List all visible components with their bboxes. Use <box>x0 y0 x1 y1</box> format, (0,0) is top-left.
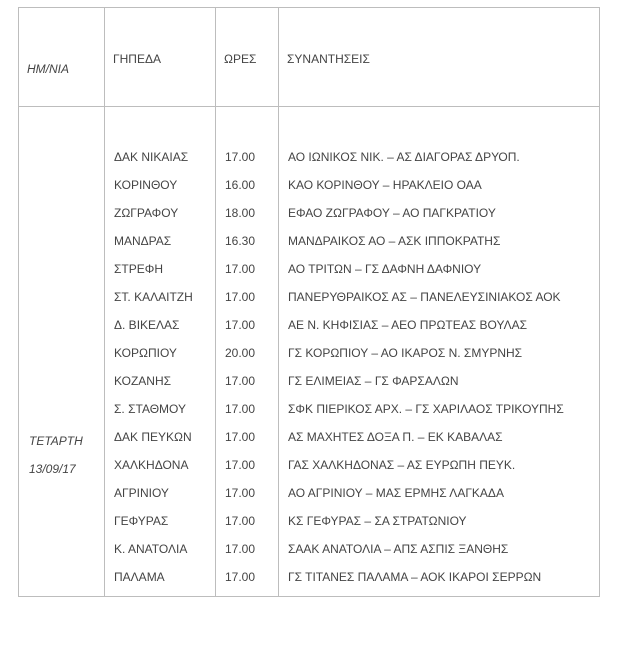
time-cell: 17.00 <box>225 458 256 472</box>
time-cell: 17.00 <box>225 262 256 276</box>
time-cell: 17.00 <box>225 150 256 164</box>
date-cell <box>19 107 105 597</box>
venue-cell: ΜΑΝΔΡΑΣ <box>114 234 172 248</box>
venue-column <box>105 107 216 597</box>
header-match <box>279 8 600 107</box>
time-cell: 17.00 <box>225 290 256 304</box>
time-column <box>216 107 279 597</box>
venue-cell: ΠΑΛΑΜΑ <box>114 570 165 584</box>
time-cell: 18.00 <box>225 206 256 220</box>
match-cell: ΜΑΝΔΡΑΙΚΟΣ ΑΟ – ΑΣΚ ΙΠΠΟΚΡΑΤΗΣ <box>288 234 501 248</box>
time-cell: 16.00 <box>225 178 256 192</box>
header-time-label: ΩΡΕΣ <box>224 52 257 66</box>
match-cell: ΓΑΣ ΧΑΛΚΗΔΟΝΑΣ – ΑΣ ΕΥΡΩΠΗ ΠΕΥΚ. <box>288 458 516 472</box>
match-column <box>279 107 600 597</box>
venue-cell: ΚΟΖΑΝΗΣ <box>114 374 172 388</box>
time-cell: 17.00 <box>225 486 256 500</box>
header-row <box>19 8 600 107</box>
header-time <box>216 8 279 107</box>
time-cell: 17.00 <box>225 542 256 556</box>
match-cell: ΑΟ ΙΩΝΙΚΟΣ ΝΙΚ. – ΑΣ ΔΙΑΓΟΡΑΣ ΔΡΥΟΠ. <box>288 150 520 164</box>
match-cell: ΚΑΟ ΚΟΡΙΝΘΟΥ – ΗΡΑΚΛΕΙΟ ΟΑΑ <box>288 178 482 192</box>
time-cell: 17.00 <box>225 430 256 444</box>
schedule-table <box>18 7 600 597</box>
day-label: ΤΕΤΑΡΤΗ <box>29 434 83 448</box>
venue-cell: ΣΤ. ΚΑΛΑΙΤΖΗ <box>114 290 193 304</box>
venue-cell: ΔΑΚ ΝΙΚΑΙΑΣ <box>114 150 189 164</box>
venue-cell: ΑΓΡΙΝΙΟΥ <box>114 486 169 500</box>
match-cell: ΣΦΚ ΠΙΕΡΙΚΟΣ ΑΡΧ. – ΓΣ ΧΑΡΙΛΑΟΣ ΤΡΙΚΟΥΠΗΣ <box>288 402 564 416</box>
time-cell: 17.00 <box>225 402 256 416</box>
venue-cell: Κ. ΑΝΑΤΟΛΙΑ <box>114 542 188 556</box>
header-date <box>19 8 105 107</box>
match-cell: ΓΣ ΚΟΡΩΠΙΟΥ – ΑΟ ΙΚΑΡΟΣ Ν. ΣΜΥΡΝΗΣ <box>288 346 523 360</box>
match-cell: ΑΕ Ν. ΚΗΦΙΣΙΑΣ – ΑΕΟ ΠΡΩΤΕΑΣ ΒΟΥΛΑΣ <box>288 318 528 332</box>
match-cell: ΕΦΑΟ ΖΩΓΡΑΦΟΥ – ΑΟ ΠΑΓΚΡΑΤΙΟΥ <box>288 206 496 220</box>
venue-cell: Σ. ΣΤΑΘΜΟΥ <box>114 402 186 416</box>
header-venue <box>105 8 216 107</box>
header-date-label: ΗΜ/ΝΙΑ <box>27 62 69 76</box>
match-cell: ΚΣ ΓΕΦΥΡΑΣ – ΣΑ ΣΤΡΑΤΩΝΙΟΥ <box>288 514 467 528</box>
header-venue-label: ΓΗΠΕΔΑ <box>113 52 161 66</box>
venue-cell: ΣΤΡΕΦΗ <box>114 262 163 276</box>
header-match-label: ΣΥΝΑΝΤΗΣΕΙΣ <box>287 52 370 66</box>
match-cell: ΠΑΝΕΡΥΘΡΑΙΚΟΣ ΑΣ – ΠΑΝΕΛΕΥΣΙΝΙΑΚΟΣ ΑΟΚ <box>288 290 561 304</box>
match-cell: ΑΟ ΑΓΡΙΝΙΟΥ – ΜΑΣ ΕΡΜΗΣ ΛΑΓΚΑΔΑ <box>288 486 504 500</box>
date-label: 13/09/17 <box>29 462 76 476</box>
time-cell: 17.00 <box>225 318 256 332</box>
venue-cell: ΔΑΚ ΠΕΥΚΩΝ <box>114 430 192 444</box>
match-cell: ΑΣ ΜΑΧΗΤΕΣ ΔΟΞΑ Π. – ΕΚ ΚΑΒΑΛΑΣ <box>288 430 503 444</box>
match-cell: ΓΣ ΤΙΤΑΝΕΣ ΠΑΛΑΜΑ – ΑΟΚ ΙΚΑΡΟΙ ΣΕΡΡΩΝ <box>288 570 542 584</box>
match-cell: ΑΟ ΤΡΙΤΩΝ – ΓΣ ΔΑΦΝΗ ΔΑΦΝΙΟΥ <box>288 262 482 276</box>
venue-cell: ΚΟΡΩΠΙΟΥ <box>114 346 177 360</box>
venue-cell: ΓΕΦΥΡΑΣ <box>114 514 169 528</box>
match-cell: ΣΑΑΚ ΑΝΑΤΟΛΙΑ – ΑΠΣ ΑΣΠΙΣ ΞΑΝΘΗΣ <box>288 542 509 556</box>
time-cell: 20.00 <box>225 346 256 360</box>
venue-cell: ΖΩΓΡΑΦΟΥ <box>114 206 179 220</box>
venue-cell: Δ. ΒΙΚΕΛΑΣ <box>114 318 180 332</box>
time-cell: 17.00 <box>225 514 256 528</box>
venue-cell: ΧΑΛΚΗΔΟΝΑ <box>114 458 189 472</box>
match-cell: ΓΣ ΕΛΙΜΕΙΑΣ – ΓΣ ΦΑΡΣΑΛΩΝ <box>288 374 459 388</box>
time-cell: 16.30 <box>225 234 256 248</box>
venue-cell: ΚΟΡΙΝΘΟΥ <box>114 178 178 192</box>
body-row <box>19 107 600 597</box>
time-cell: 17.00 <box>225 374 256 388</box>
time-cell: 17.00 <box>225 570 256 584</box>
